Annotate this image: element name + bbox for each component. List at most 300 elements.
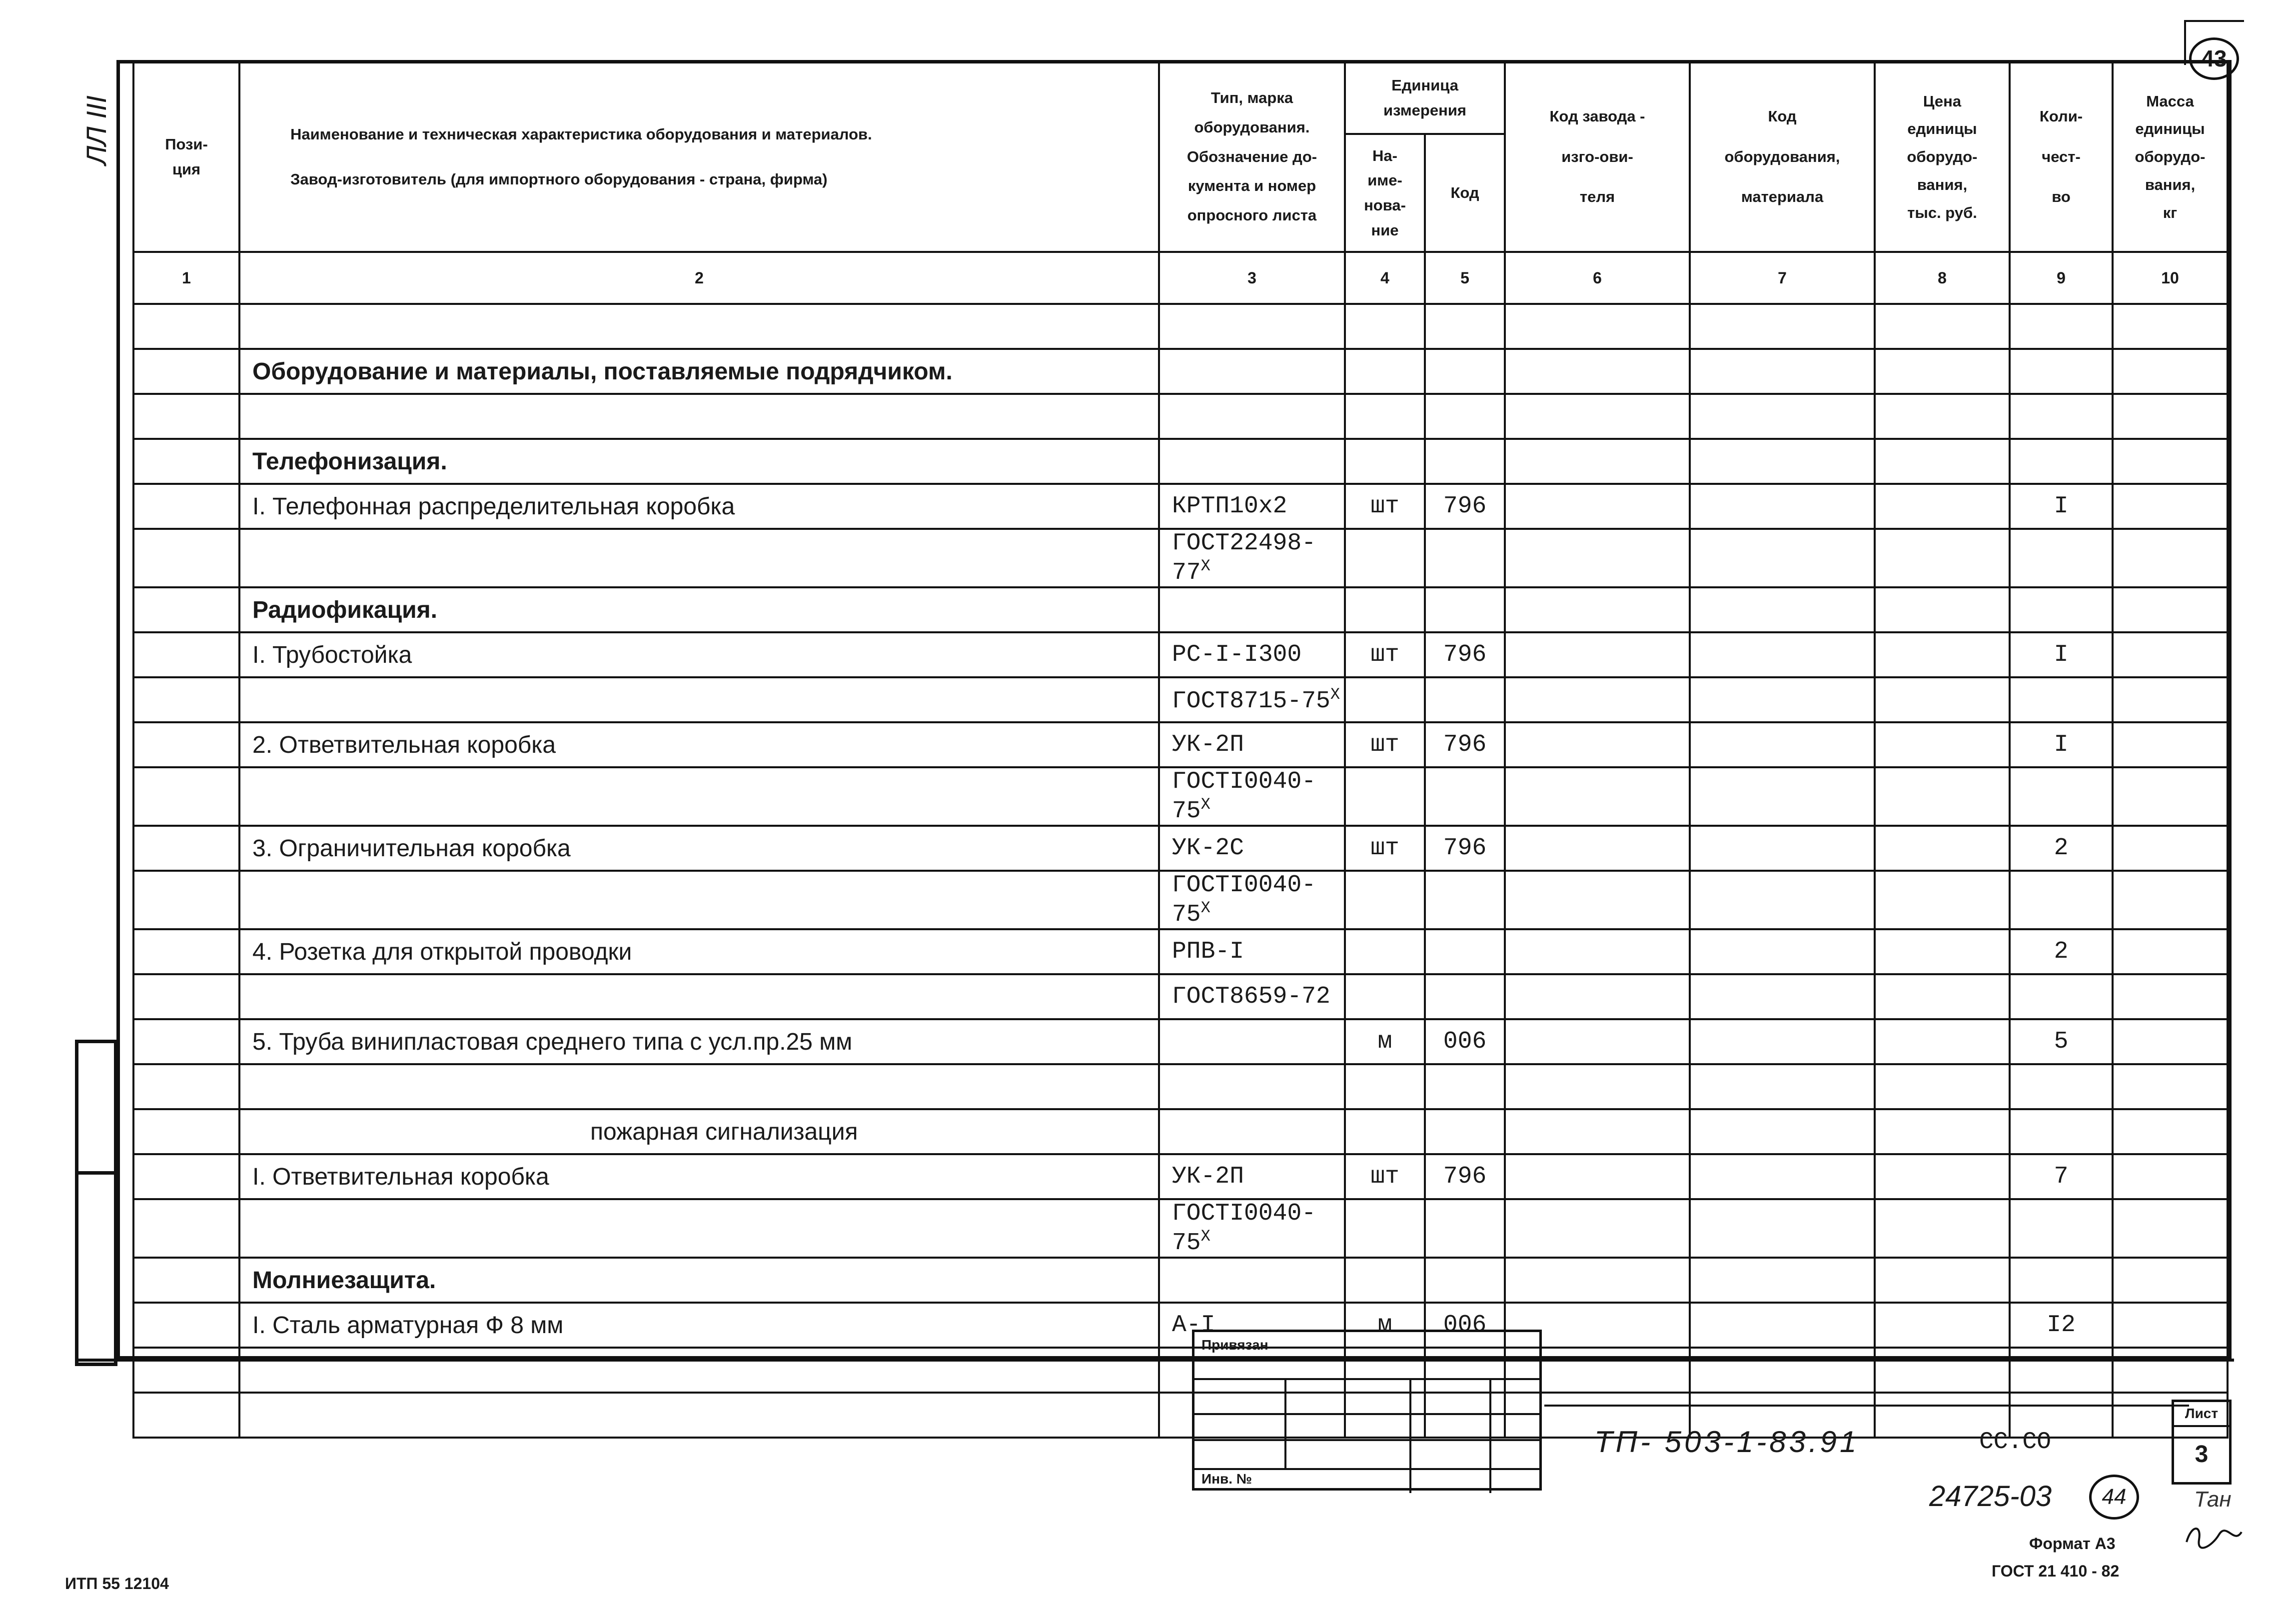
superscript-mark: X [1330, 685, 1340, 704]
cell-empty [133, 722, 239, 767]
cell-qty [2010, 677, 2113, 722]
superscript-mark: X [1200, 899, 1210, 917]
cell-empty [133, 974, 239, 1019]
cell-empty [133, 1348, 239, 1393]
cell-qty: I [2010, 632, 2113, 677]
cell-qty [2010, 974, 2113, 1019]
cell-code [1425, 677, 1505, 722]
cell-unit [1345, 767, 1425, 826]
cell-qty [2010, 439, 2113, 484]
col-header-factory-code: Код завода - изго-ови- теля [1505, 62, 1690, 252]
cell-empty [1505, 439, 1690, 484]
cell-name [239, 1393, 1159, 1438]
stamp-bound-label: Привязан [1201, 1337, 1268, 1353]
cell-empty [1505, 349, 1690, 394]
col-header-name: Наименование и техническая характеристика оборудования и материалов. Завод-изготовитель (для импортного оборудования - страна, фирма) [239, 62, 1159, 252]
cell-unit [1345, 871, 1425, 929]
cell-empty [2113, 826, 2228, 871]
cell-empty [1505, 871, 1690, 929]
cell-empty [133, 1303, 239, 1348]
cell-code [1425, 1199, 1505, 1258]
cell-unit [1345, 974, 1425, 1019]
archive-number: 24725-03 [1929, 1480, 2052, 1513]
table-row [133, 394, 2228, 439]
cell-qty [2010, 304, 2113, 349]
cell-empty [1875, 304, 2010, 349]
cell-unit: шт [1345, 826, 1425, 871]
cell-name: 5. Труба винипластовая среднего типа с усл.пр.25 мм [239, 1019, 1159, 1064]
cell-qty: 5 [2010, 1019, 2113, 1064]
cell-empty [1505, 722, 1690, 767]
signature-scribble [2184, 1522, 2244, 1552]
col-header-unit-name: На- име- нова- ние [1345, 134, 1425, 252]
cell-unit [1345, 929, 1425, 974]
cell-code [1425, 871, 1505, 929]
cell-empty [1690, 1348, 1875, 1393]
cell-unit: шт [1345, 1154, 1425, 1199]
cell-qty [2010, 1348, 2113, 1393]
cell-empty [1875, 1348, 2010, 1393]
cell-qty: 2 [2010, 826, 2113, 871]
cell-empty [2113, 722, 2228, 767]
superscript-mark: X [1200, 557, 1210, 575]
cell-code [1425, 767, 1505, 826]
cell-empty [2113, 439, 2228, 484]
cell-empty [1875, 1258, 2010, 1303]
cell-empty [2113, 304, 2228, 349]
cell-empty [1875, 1199, 2010, 1258]
cell-qty [2010, 1258, 2113, 1303]
cell-empty [1690, 484, 1875, 529]
superscript-mark: X [1200, 1227, 1210, 1246]
col-number: 3 [1159, 252, 1345, 304]
cell-name: 2. Ответвительная коробка [239, 722, 1159, 767]
cell-code: 796 [1425, 632, 1505, 677]
cell-name: 3. Ограничительная коробка [239, 826, 1159, 871]
spec-body [133, 304, 2228, 1438]
cell-qty [2010, 1064, 2113, 1109]
cell-empty [1690, 677, 1875, 722]
cell-code [1425, 529, 1505, 587]
cell-empty [1505, 677, 1690, 722]
cell-qty: I [2010, 484, 2113, 529]
sheet-number: 3 [2195, 1441, 2209, 1468]
col-number: 10 [2113, 252, 2228, 304]
table-row [133, 1019, 2228, 1064]
cell-name: I. Трубостойка [239, 632, 1159, 677]
col-header-unit: Единица измерения [1345, 62, 1505, 134]
cell-empty [1875, 974, 2010, 1019]
cell-type [1159, 1019, 1345, 1064]
cell-empty [133, 1109, 239, 1154]
cell-empty [2113, 974, 2228, 1019]
cell-empty [133, 529, 239, 587]
sheet-number-box [2172, 1400, 2232, 1485]
cell-empty [1875, 439, 2010, 484]
cell-type: УК-2П [1159, 722, 1345, 767]
col-number: 8 [1875, 252, 2010, 304]
cell-empty [2113, 767, 2228, 826]
sheet-label: Лист [2174, 1402, 2229, 1427]
cell-empty [133, 1393, 239, 1438]
cell-unit [1345, 677, 1425, 722]
cell-empty [133, 677, 239, 722]
cell-empty [1875, 826, 2010, 871]
cell-empty [2113, 1303, 2228, 1348]
table-row [133, 304, 2228, 349]
cell-unit [1345, 439, 1425, 484]
cell-empty [1875, 484, 2010, 529]
cell-empty [2113, 484, 2228, 529]
cell-empty [1690, 632, 1875, 677]
cell-code: 006 [1425, 1019, 1505, 1064]
cell-code: 796 [1425, 1154, 1505, 1199]
cell-empty [1690, 1154, 1875, 1199]
cell-empty [1505, 484, 1690, 529]
cell-qty [2010, 529, 2113, 587]
cell-qty: 7 [2010, 1154, 2113, 1199]
cell-empty [2113, 1258, 2228, 1303]
binding-stamp [1192, 1330, 1542, 1491]
cell-code [1425, 1258, 1505, 1303]
corner-frame-top [2184, 20, 2244, 22]
cell-empty [1505, 304, 1690, 349]
cell-unit: м [1345, 1019, 1425, 1064]
table-row [133, 529, 2228, 587]
cell-name: пожарная сигнализация [239, 1109, 1159, 1154]
cell-name: Радиофикация. [239, 587, 1159, 632]
table-row [133, 1064, 2228, 1109]
cell-empty [1690, 1064, 1875, 1109]
cell-empty [1690, 974, 1875, 1019]
cell-empty [1690, 722, 1875, 767]
cell-code [1425, 349, 1505, 394]
cell-code [1425, 929, 1505, 974]
col-number: 7 [1690, 252, 1875, 304]
cell-empty [2113, 1348, 2228, 1393]
document-code: ТП- 503-1-83.91 [1594, 1425, 1860, 1459]
cell-code: 796 [1425, 484, 1505, 529]
cell-code: 796 [1425, 826, 1505, 871]
cell-code [1425, 974, 1505, 1019]
cell-empty [1505, 767, 1690, 826]
col-number: 2 [239, 252, 1159, 304]
cell-code [1425, 394, 1505, 439]
cell-empty [2113, 1064, 2228, 1109]
table-row [133, 1109, 2228, 1154]
cell-empty [2113, 1154, 2228, 1199]
cell-qty [2010, 1109, 2113, 1154]
col-number: 4 [1345, 252, 1425, 304]
cell-empty [1505, 632, 1690, 677]
cell-empty [1690, 587, 1875, 632]
cell-name: I. Ответвительная коробка [239, 1154, 1159, 1199]
cell-empty [1690, 1303, 1875, 1348]
cell-empty [2113, 394, 2228, 439]
superscript-mark: X [1200, 795, 1210, 814]
cell-empty [1690, 929, 1875, 974]
cell-empty [1690, 1019, 1875, 1064]
cell-empty [1875, 394, 2010, 439]
col-number: 6 [1505, 252, 1690, 304]
cell-empty [1505, 1154, 1690, 1199]
cell-empty [2113, 1109, 2228, 1154]
cell-empty [1690, 1109, 1875, 1154]
cell-empty [2113, 1019, 2228, 1064]
col-header-mass: Масса единицы оборудо- вания, кг [2113, 62, 2228, 252]
table-row [133, 587, 2228, 632]
cell-empty [1875, 349, 2010, 394]
cell-empty [1505, 1258, 1690, 1303]
cell-type [1159, 1109, 1345, 1154]
cell-type: $ГОСТI0040-75^X$ [1159, 767, 1345, 826]
cell-code [1425, 1109, 1505, 1154]
table-row [133, 974, 2228, 1019]
cell-empty [1505, 529, 1690, 587]
cell-name [239, 1348, 1159, 1393]
cell-code [1425, 1064, 1505, 1109]
cell-name: Телефонизация. [239, 439, 1159, 484]
cell-name: Молниезащита. [239, 1258, 1159, 1303]
cell-name [239, 677, 1159, 722]
cell-empty [1690, 304, 1875, 349]
cell-name: I. Телефонная распределительная коробка [239, 484, 1159, 529]
side-box-2 [75, 1171, 117, 1366]
cell-name: Оборудование и материалы, поставляемые подрядчиком. [239, 349, 1159, 394]
cell-empty [1875, 871, 2010, 929]
cell-empty [1875, 1064, 2010, 1109]
cell-empty [133, 484, 239, 529]
cell-unit [1345, 394, 1425, 439]
cell-empty [1875, 1303, 2010, 1348]
cell-type [1159, 439, 1345, 484]
title-block-rule [1544, 1405, 2189, 1407]
cell-empty [1505, 587, 1690, 632]
margin-note: ЛЛ III [80, 95, 112, 165]
document-suffix: СС.СО [1979, 1429, 2052, 1456]
cell-unit [1345, 304, 1425, 349]
cell-qty [2010, 349, 2113, 394]
cell-name [239, 394, 1159, 439]
table-row [133, 1393, 2228, 1438]
cell-empty [133, 1019, 239, 1064]
cell-empty [133, 632, 239, 677]
cell-empty [1690, 1199, 1875, 1258]
itp-label: ИТП 55 12104 [65, 1575, 169, 1593]
cell-type [1159, 1064, 1345, 1109]
cell-empty [133, 304, 239, 349]
cell-empty [2113, 871, 2228, 929]
col-header-equip-code: Код оборудования, материала [1690, 62, 1875, 252]
col-number: 5 [1425, 252, 1505, 304]
cell-type [1159, 394, 1345, 439]
cell-qty [2010, 871, 2113, 929]
cell-type [1159, 304, 1345, 349]
cell-empty [1690, 767, 1875, 826]
col-number: 9 [2010, 252, 2113, 304]
cell-name [239, 304, 1159, 349]
cell-empty [133, 1258, 239, 1303]
cell-empty [2113, 587, 2228, 632]
cell-type [1159, 1258, 1345, 1303]
cell-unit [1345, 1064, 1425, 1109]
cell-empty [1505, 929, 1690, 974]
cell-empty [133, 1199, 239, 1258]
cell-empty [2113, 529, 2228, 587]
cell-unit [1345, 1258, 1425, 1303]
cell-type: $ГОСТ8715-75^X$ [1159, 677, 1345, 722]
cell-empty [1690, 871, 1875, 929]
table-row [133, 1303, 2228, 1348]
table-row [133, 1199, 2228, 1258]
cell-empty [133, 439, 239, 484]
cell-unit [1345, 1199, 1425, 1258]
cell-unit [1345, 529, 1425, 587]
cell-qty [2010, 767, 2113, 826]
cell-unit: шт [1345, 722, 1425, 767]
cell-empty [1690, 349, 1875, 394]
cell-code [1425, 304, 1505, 349]
col-header-type: Тип, марка оборудования. Обозначение до- кумента и номер опросного листа [1159, 62, 1345, 252]
side-box-1 [75, 1040, 117, 1175]
cell-qty: 2 [2010, 929, 2113, 974]
cell-unit [1345, 587, 1425, 632]
cell-type: $ГОСТI0040-75^X$ [1159, 871, 1345, 929]
cell-empty [133, 929, 239, 974]
col-header-unit-code: Код [1425, 134, 1505, 252]
cell-qty [2010, 1199, 2113, 1258]
cell-type [1159, 587, 1345, 632]
cell-empty [1875, 1154, 2010, 1199]
cell-empty [1505, 974, 1690, 1019]
cell-type: А-I [1159, 1303, 1345, 1348]
cell-type: $ГОСТ22498-77^X$ [1159, 529, 1345, 587]
cell-empty [1875, 929, 2010, 974]
cell-unit: шт [1345, 632, 1425, 677]
cell-empty [1690, 394, 1875, 439]
cell-name: 4. Розетка для открытой проводки [239, 929, 1159, 974]
cell-type: РС-I-I300 [1159, 632, 1345, 677]
cell-empty [133, 1154, 239, 1199]
cell-type: УК-2С [1159, 826, 1345, 871]
gost-label: ГОСТ 21 410 - 82 [1992, 1562, 2120, 1580]
cell-type: $ГОСТI0040-75^X$ [1159, 1199, 1345, 1258]
cell-empty [1875, 722, 2010, 767]
column-number-row [133, 252, 2228, 304]
cell-empty [133, 394, 239, 439]
cell-empty [1505, 1109, 1690, 1154]
cell-code [1425, 439, 1505, 484]
cell-name [239, 1064, 1159, 1109]
cell-type [1159, 349, 1345, 394]
cell-name [239, 974, 1159, 1019]
cell-name [239, 1199, 1159, 1258]
col-number: 1 [133, 252, 239, 304]
cell-empty [1875, 677, 2010, 722]
cell-name: I. Сталь арматурная Ф 8 мм [239, 1303, 1159, 1348]
col-header-qty: Коли- чест- во [2010, 62, 2113, 252]
table-row [133, 1258, 2228, 1303]
cell-name [239, 767, 1159, 826]
cell-empty [2113, 929, 2228, 974]
table-row [133, 929, 2228, 974]
table-row [133, 871, 2228, 929]
corner-frame [2184, 20, 2186, 65]
table-row [133, 826, 2228, 871]
table-row [133, 677, 2228, 722]
table-row [133, 767, 2228, 826]
col-header-position: Пози- ция [133, 62, 239, 252]
cell-unit [1345, 1109, 1425, 1154]
cell-empty [1690, 826, 1875, 871]
table-row [133, 439, 2228, 484]
cell-qty [2010, 394, 2113, 439]
spec-table [132, 61, 2229, 1439]
cell-unit [1345, 349, 1425, 394]
cell-empty [1690, 439, 1875, 484]
cell-empty [133, 587, 239, 632]
cell-empty [133, 826, 239, 871]
cell-empty [1875, 587, 2010, 632]
cell-qty: I2 [2010, 1303, 2113, 1348]
cell-empty [1505, 1199, 1690, 1258]
table-row [133, 349, 2228, 394]
cell-empty [1875, 767, 2010, 826]
cell-name [239, 529, 1159, 587]
stamp-inv-label: Инв. № [1201, 1471, 1252, 1487]
cell-code: 796 [1425, 722, 1505, 767]
cell-unit: шт [1345, 484, 1425, 529]
cell-empty [2113, 677, 2228, 722]
cell-empty [1690, 529, 1875, 587]
cell-empty [1505, 826, 1690, 871]
cell-type: КРТП10х2 [1159, 484, 1345, 529]
cell-type: РПВ-I [1159, 929, 1345, 974]
cell-code: 006 [1425, 1303, 1505, 1348]
col-header-price: Цена единицы оборудо- вания, тыс. руб. [1875, 62, 2010, 252]
cell-empty [133, 1064, 239, 1109]
cell-empty [2113, 349, 2228, 394]
cell-qty: I [2010, 722, 2113, 767]
cell-empty [2113, 1199, 2228, 1258]
cell-qty [2010, 587, 2113, 632]
cell-empty [1875, 1019, 2010, 1064]
cell-empty [1875, 1109, 2010, 1154]
cell-type: УК-2П [1159, 1154, 1345, 1199]
cell-empty [1875, 529, 2010, 587]
cell-empty [1505, 1064, 1690, 1109]
format-label: Формат А3 [2029, 1535, 2116, 1553]
cell-empty [1875, 632, 2010, 677]
table-row [133, 484, 2228, 529]
cell-empty [2113, 632, 2228, 677]
cell-empty [1690, 1258, 1875, 1303]
archive-circle: 44 [2089, 1475, 2139, 1520]
table-row [133, 1348, 2228, 1393]
cell-empty [1505, 1019, 1690, 1064]
cell-empty [133, 871, 239, 929]
cell-code [1425, 587, 1505, 632]
table-row [133, 632, 2228, 677]
cell-empty [133, 349, 239, 394]
signature-mark: Тан [2194, 1487, 2232, 1512]
cell-empty [133, 767, 239, 826]
table-row [133, 722, 2228, 767]
page-number-circle: 43 [2189, 37, 2239, 80]
cell-name [239, 871, 1159, 929]
cell-unit: м [1345, 1303, 1425, 1348]
table-row [133, 1154, 2228, 1199]
